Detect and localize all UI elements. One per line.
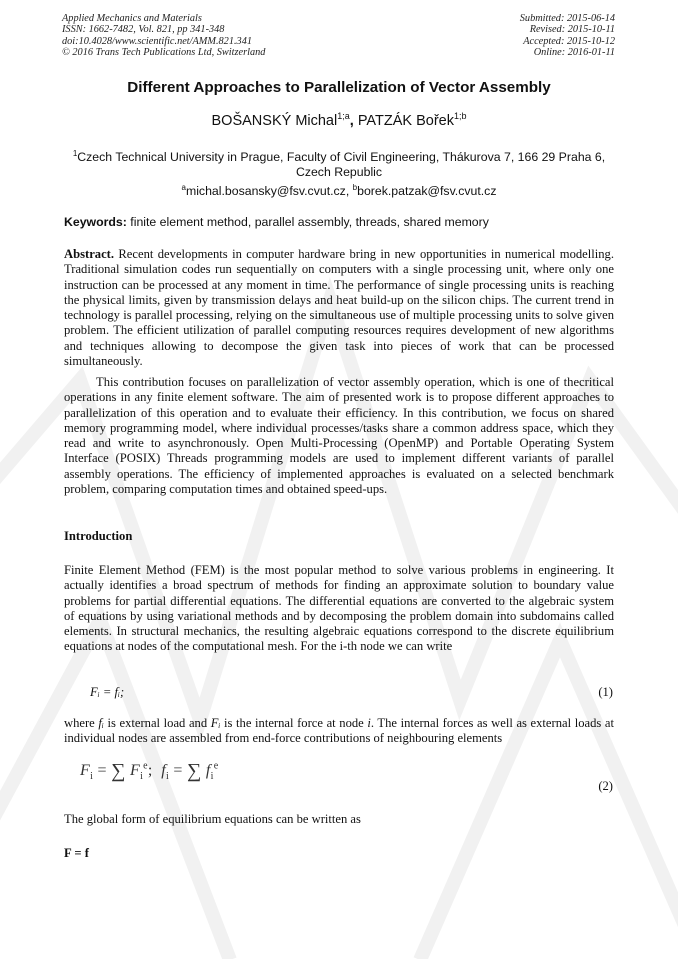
p2-text-b: is external load and [103, 716, 211, 730]
equation-2-number: (2) [598, 779, 613, 793]
author-2-affil-sup: 1;b [453, 111, 467, 121]
doi-line: doi:10.4028/www.scientific.net/AMM.821.341 [62, 35, 252, 47]
paper-title: Different Approaches to Parallelization of Vector Assembly [127, 79, 551, 96]
affil-line-1: Czech Technical University in Prague, Faculty of Civil Engineering, Thákurova 7, 166 29 Praha 6, [77, 150, 606, 165]
journal-header-left [62, 13, 265, 59]
p2-text-d: . The internal forces as well as external loads at individual nodes are assembled from end-force contributions of neighbouring elements [64, 716, 614, 746]
email-a[interactable]: michal.bosansky@fsv.cvut.cz, [185, 184, 353, 199]
email-a-sup: a [181, 183, 186, 193]
submitted-date: Submitted: 2015-06-14 [519, 13, 615, 24]
abstract-paragraph-1 [64, 247, 614, 369]
keywords-label: Keywords: [64, 215, 127, 229]
keywords-line [64, 215, 614, 230]
accepted-date: Accepted: 2015-10-12 [523, 35, 615, 47]
revised-date: Revised: 2015-10-11 [529, 24, 615, 36]
abstract-text-1: Recent developments in computer hardware bring in new opportunities in numerical modelling. Traditional simulation codes run sequentially on computers with a single processing unit, where only one instruction can be processed at any moment in time. The performance of single processing units is reaching the physical limits, given by transmission delays and heat build-up on the silicon chips. The current trend in technology is parallel processing, relying on the simultaneous use of multiple processing units to solve given problem. The efficient utilization of parallel computing resources requires development of new algorithms and techniques allowing to decompose the given task into pieces of work that can be processed simultaneously. [64, 247, 614, 369]
p2-var-i: i [367, 716, 371, 730]
p2-text-c: is the internal force at node [220, 716, 368, 730]
abstract-paragraph-2: This contribution focuses on parallelization of vector assembly operation, which is one of thecritical operations in any finite element software. The aim of presented work is to propose different approaches to parallelization of this operation and to evaluate their efficiency. In this contribution, we focus on shared memory programming model, where individual processes/tasks share a common address space, which they read and write to asynchronously. Open Multi-Processing (OpenMP) and Portable Operating System Interface (POSIX) Threads programming models are used to implement different variants of parallel assembly operations. The efficiency of implemented approaches is evaluated on a selected benchmark problem, comparing computation times and obtained speed-ups. [64, 375, 614, 497]
email-b[interactable]: borek.patzak@fsv.cvut.cz [357, 184, 497, 199]
equation-1-number: (1) [598, 685, 613, 699]
affil-sup: 1 [72, 149, 78, 158]
author-2-name: PATZÁK Bořek [357, 112, 454, 129]
author-1-name: BOŠANSKÝ Michal [211, 112, 338, 129]
equation-1: Fᵢ = fᵢ; [90, 685, 125, 699]
p2-var-Fi: Fᵢ [210, 716, 221, 730]
author-1-affil-sup: 1;a [337, 111, 350, 121]
issn-line: ISSN: 1662-7482, Vol. 821, pp 341-348 [62, 24, 225, 36]
online-date: Online: 2016-01-11 [533, 47, 615, 59]
introduction-paragraph-2 [64, 716, 614, 747]
equation-3: F = f [64, 846, 89, 860]
journal-header-right [520, 13, 615, 59]
affil-line-2: Czech Republic [295, 165, 383, 180]
introduction-paragraph-3: The global form of equilibrium equations can be written as [64, 812, 361, 826]
abstract-label: Abstract. [64, 247, 115, 261]
author-line [0, 111, 678, 129]
equation-2: $F_i$ = ∑ $F_i^e$; $f_i$ = ∑ $f_i^e$ [80, 760, 219, 783]
section-heading-introduction: Introduction [64, 529, 133, 543]
journal-name: Applied Mechanics and Materials [62, 13, 202, 24]
email-b-sup: b [352, 183, 358, 193]
author-separator: , [349, 112, 358, 129]
copyright-line: © 2016 Trans Tech Publications Ltd, Switzerland [62, 47, 266, 59]
p2-var-fi: fᵢ [98, 716, 104, 730]
keywords-text: finite element method, parallel assembly, threads, shared memory [126, 215, 489, 229]
p2-text-a: where [64, 716, 99, 730]
introduction-paragraph-1: Finite Element Method (FEM) is the most popular method to solve various problems in engineering. It actually identifies a broad spectrum of methods for finding an approximate solution to boundary value problems for partial differential equations. The differential equations are converted to the algebraic system of equations by using variational methods and by decomposing the problem domain into subdomains called elements. In structural mechanics, the resulting algebraic equations correspond to the discrete equilibrium equations at nodes of the computational mesh. For the i-th node we can write [64, 563, 614, 654]
affiliation-block [60, 146, 618, 199]
